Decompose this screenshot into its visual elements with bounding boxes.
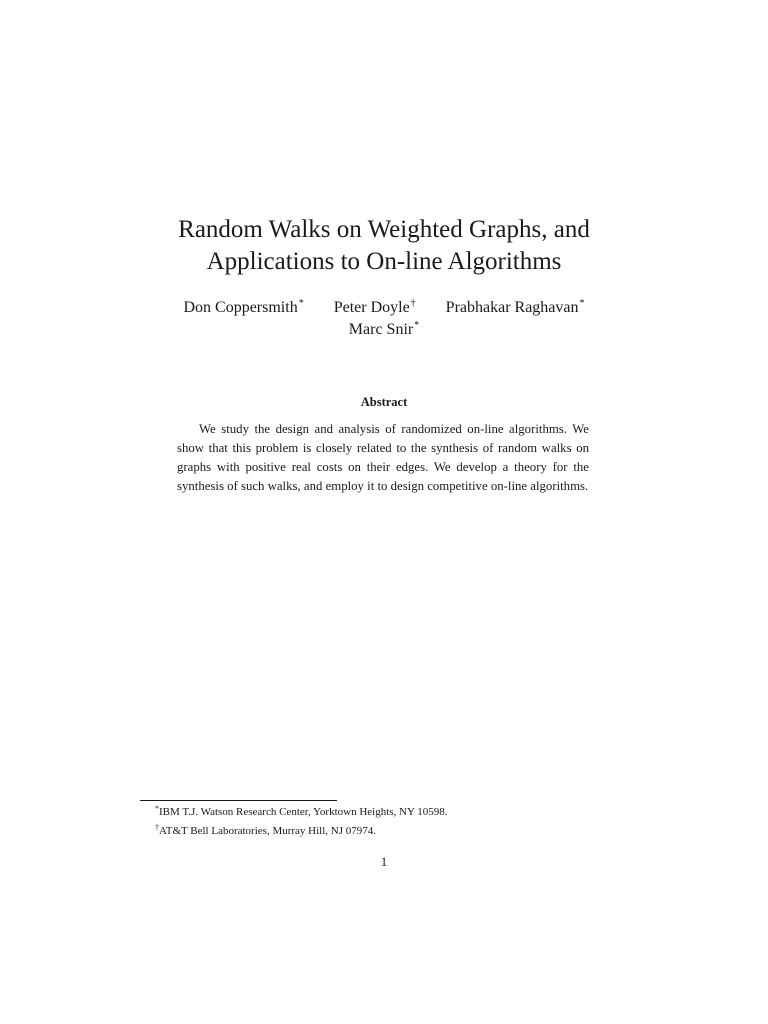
author-raghavan [446, 297, 585, 319]
author-name: Marc Snir [348, 321, 414, 338]
author-snir [349, 319, 419, 341]
footnote-text: AT&T Bell Laboratories, Murray Hill, NJ 07974. [159, 825, 377, 837]
author-row-1 [0, 297, 768, 319]
author-name: Prabhakar Raghavan [445, 299, 579, 316]
author-name: Don Coppersmith [183, 299, 298, 316]
title-line-1: Random Walks on Weighted Graphs, and [178, 216, 590, 243]
author-row-2 [0, 319, 768, 341]
footnotes [155, 803, 448, 841]
paper-title [0, 214, 768, 278]
footnote-att [155, 822, 448, 841]
author-coppersmith [183, 297, 303, 319]
footnote-rule [140, 800, 337, 801]
page-number: 1 [380, 854, 388, 869]
affiliation-mark: * [579, 298, 585, 309]
author-block [0, 297, 768, 341]
abstract-text: We study the design and analysis of randomized on-line algorithms. We show that this problem is closely related to the synthesis of random walks on graphs with positive real costs on their edges. We develop a theory for the synthesis of such walks, and employ it to design competitive on-line algorithms. [177, 422, 589, 493]
footnote-mark: * [155, 804, 159, 813]
affiliation-mark: * [414, 320, 420, 331]
abstract-heading: Abstract [360, 395, 408, 409]
author-name: Peter Doyle [333, 299, 410, 316]
affiliation-mark: * [298, 298, 304, 309]
title-line-2: Applications to On-line Algorithms [206, 248, 562, 275]
footnote-mark: † [155, 823, 159, 832]
affiliation-mark: † [410, 298, 416, 309]
footnote-ibm [155, 803, 448, 822]
author-doyle [334, 297, 416, 319]
footnote-text: IBM T.J. Watson Research Center, Yorktown Heights, NY 10598. [159, 806, 448, 818]
